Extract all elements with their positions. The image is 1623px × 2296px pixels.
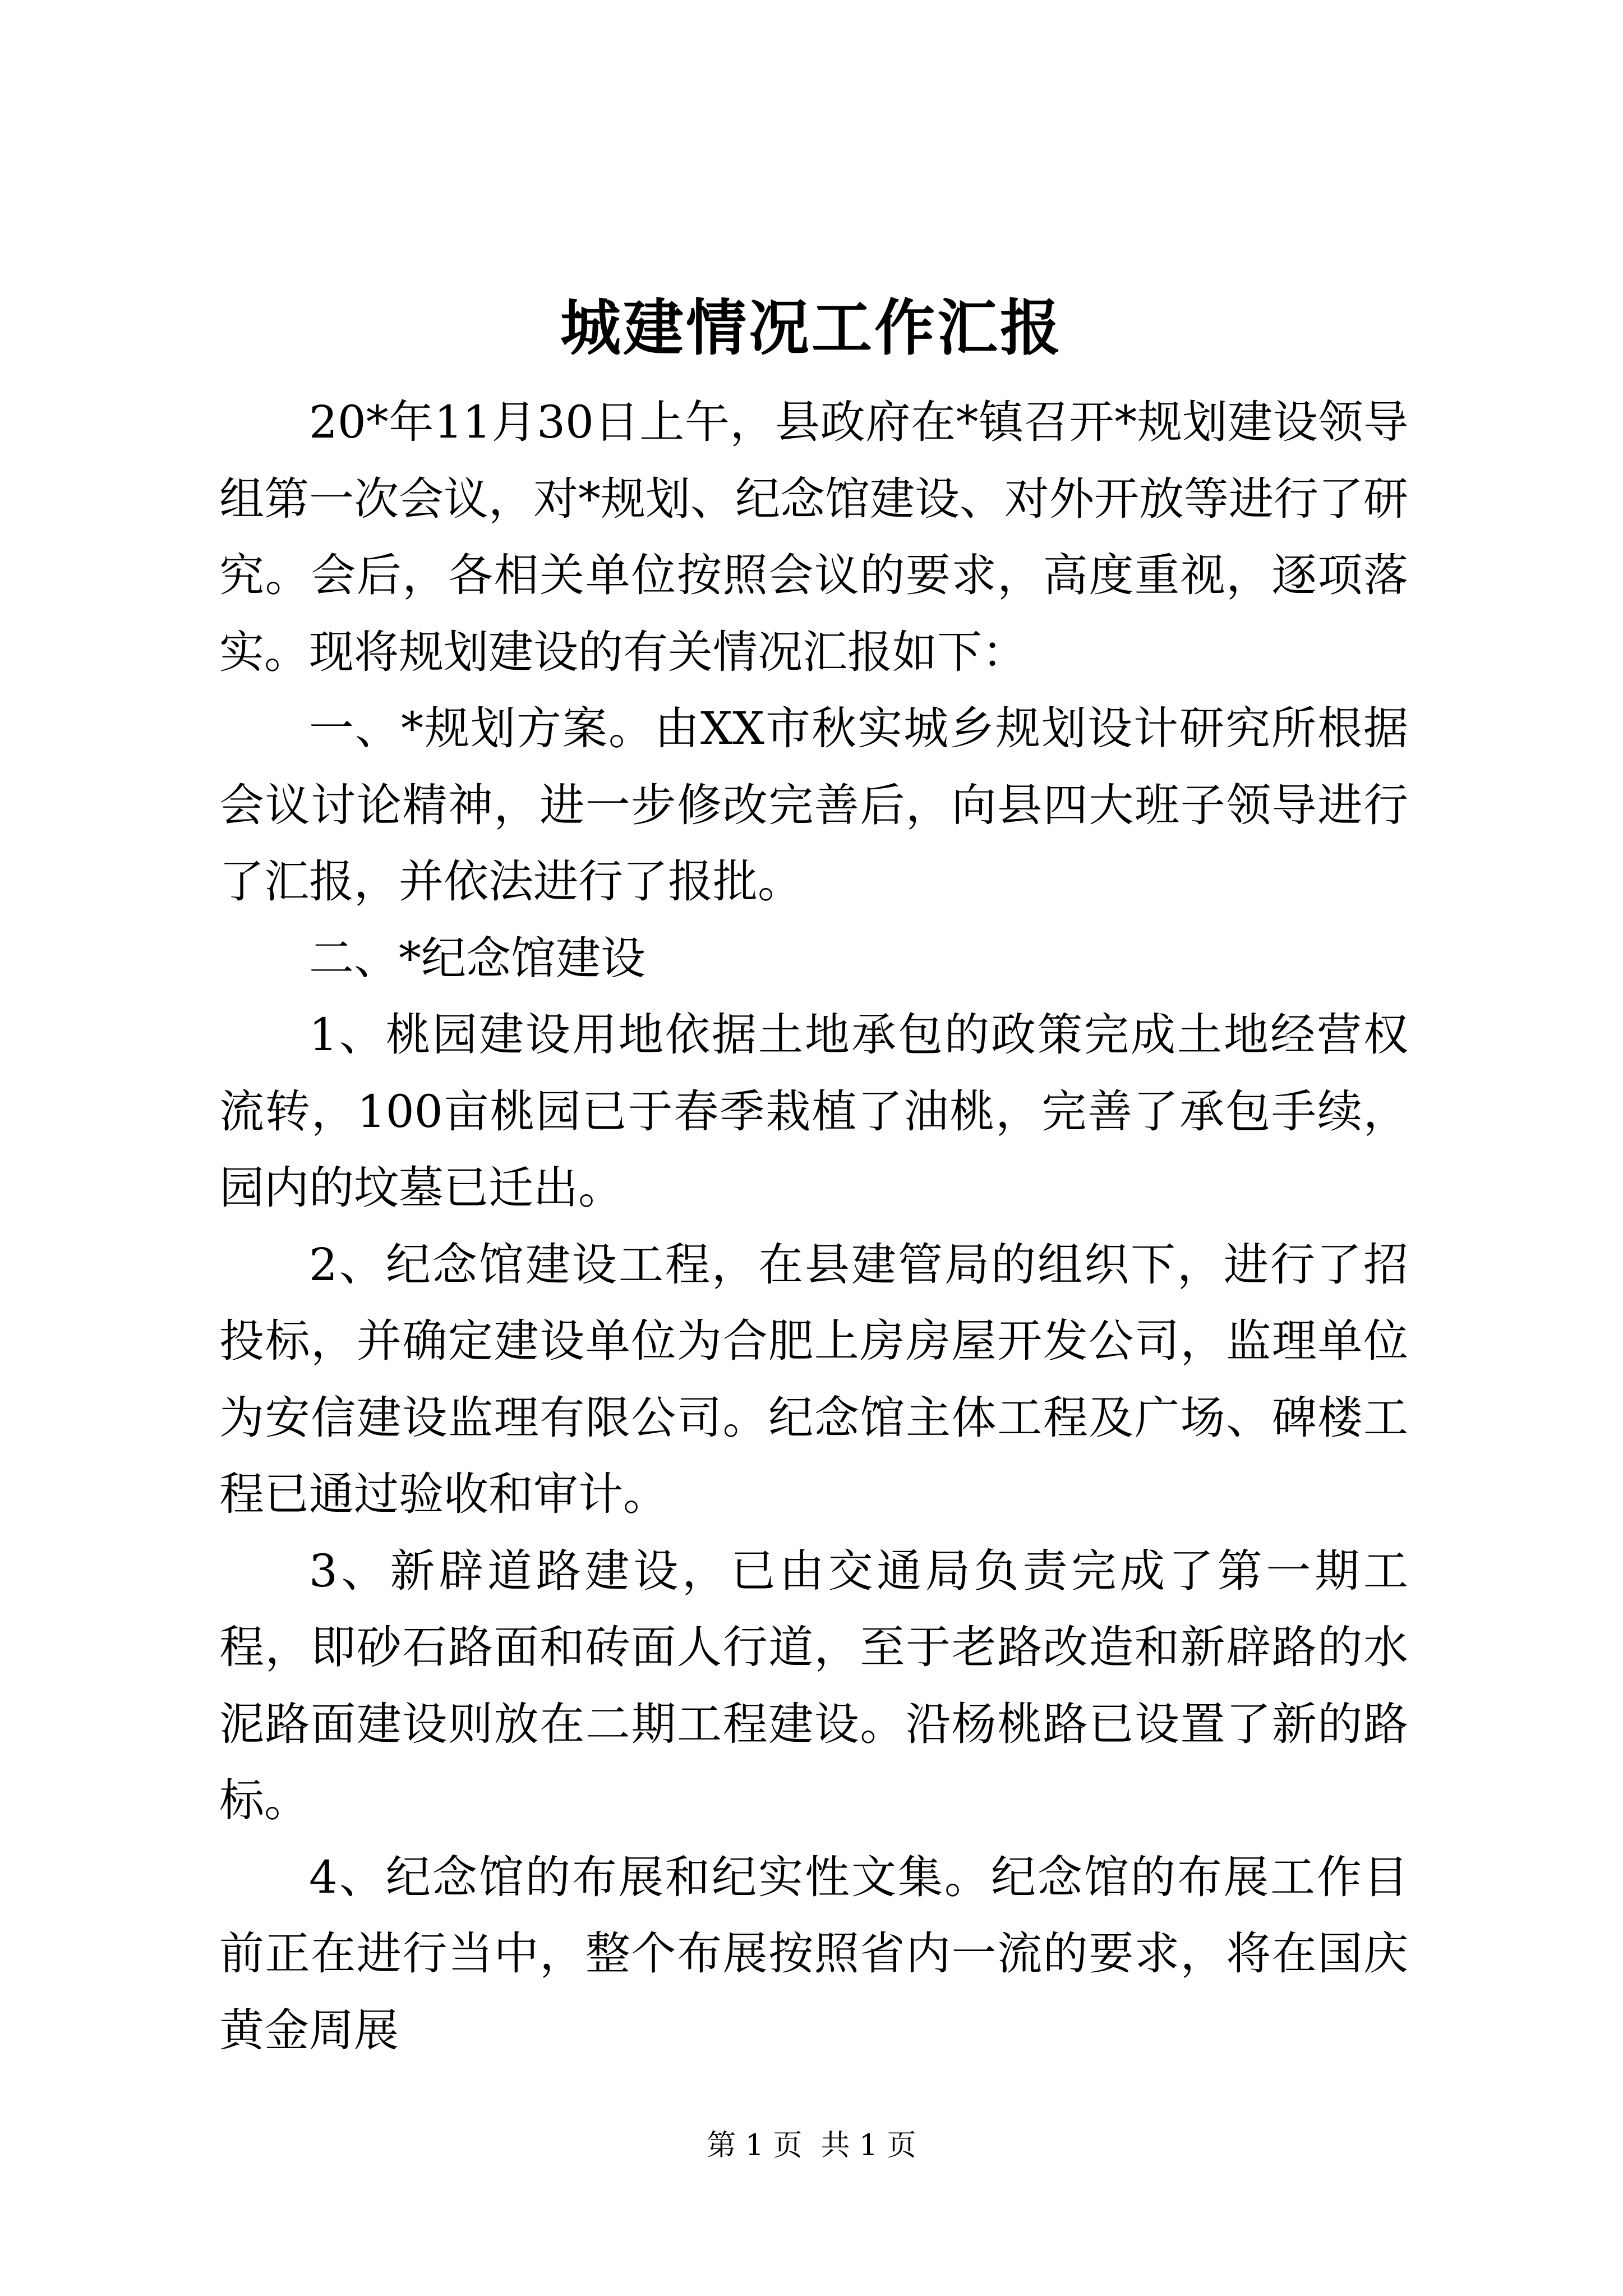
section-heading: 二、*纪念馆建设 xyxy=(309,932,645,984)
paragraph: 2、纪念馆建设工程，在县建管局的组织下，进行了招投标，并确定建设单位为合肥上房房屋开发公司，监理单位为安信建设监理有限公司。纪念馆主体工程及广场、碑楼工程已通过验收和审计。 xyxy=(219,1238,1408,1520)
paragraph: 4、纪念馆的布展和纪实性文集。纪念馆的布展工作目前正在进行当中，整个布展按照省内一流的要求，将在国庆黄金周展 xyxy=(219,1851,1408,2056)
paragraph: 3、新辟道路建设，已由交通局负责完成了第一期工程，即砂石路面和砖面人行道，至于老路改造和新辟路的水泥路面建设则放在二期工程建设。沿杨桃路已设置了新的路标。 xyxy=(219,1544,1408,1826)
page-number: 第 1 页 共 1 页 xyxy=(707,2129,916,2162)
paragraph: 一、*规划方案。由XX市秋实城乡规划设计研究所根据会议讨论精神，进一步修改完善后，向县四大班子领导进行了汇报，并依法进行了报批。 xyxy=(219,702,1408,908)
document-title: 城建情况工作汇报 xyxy=(560,293,1063,364)
document-body xyxy=(219,384,1408,2069)
paragraph: 1、桃园建设用地依据土地承包的政策完成土地经营权流转，100亩桃园已于春季栽植了油桃，完善了承包手续，园内的坟墓已迁出。 xyxy=(219,1009,1408,1214)
paragraph: 20*年11月30日上午，县政府在*镇召开*规划建设领导组第一次会议，对*规划、纪念馆建设、对外开放等进行了研究。会后，各相关单位按照会议的要求，高度重视，逐项落实。现将规划建设的有关情况汇报如下： xyxy=(219,396,1408,678)
page-footer xyxy=(0,2126,1623,2165)
